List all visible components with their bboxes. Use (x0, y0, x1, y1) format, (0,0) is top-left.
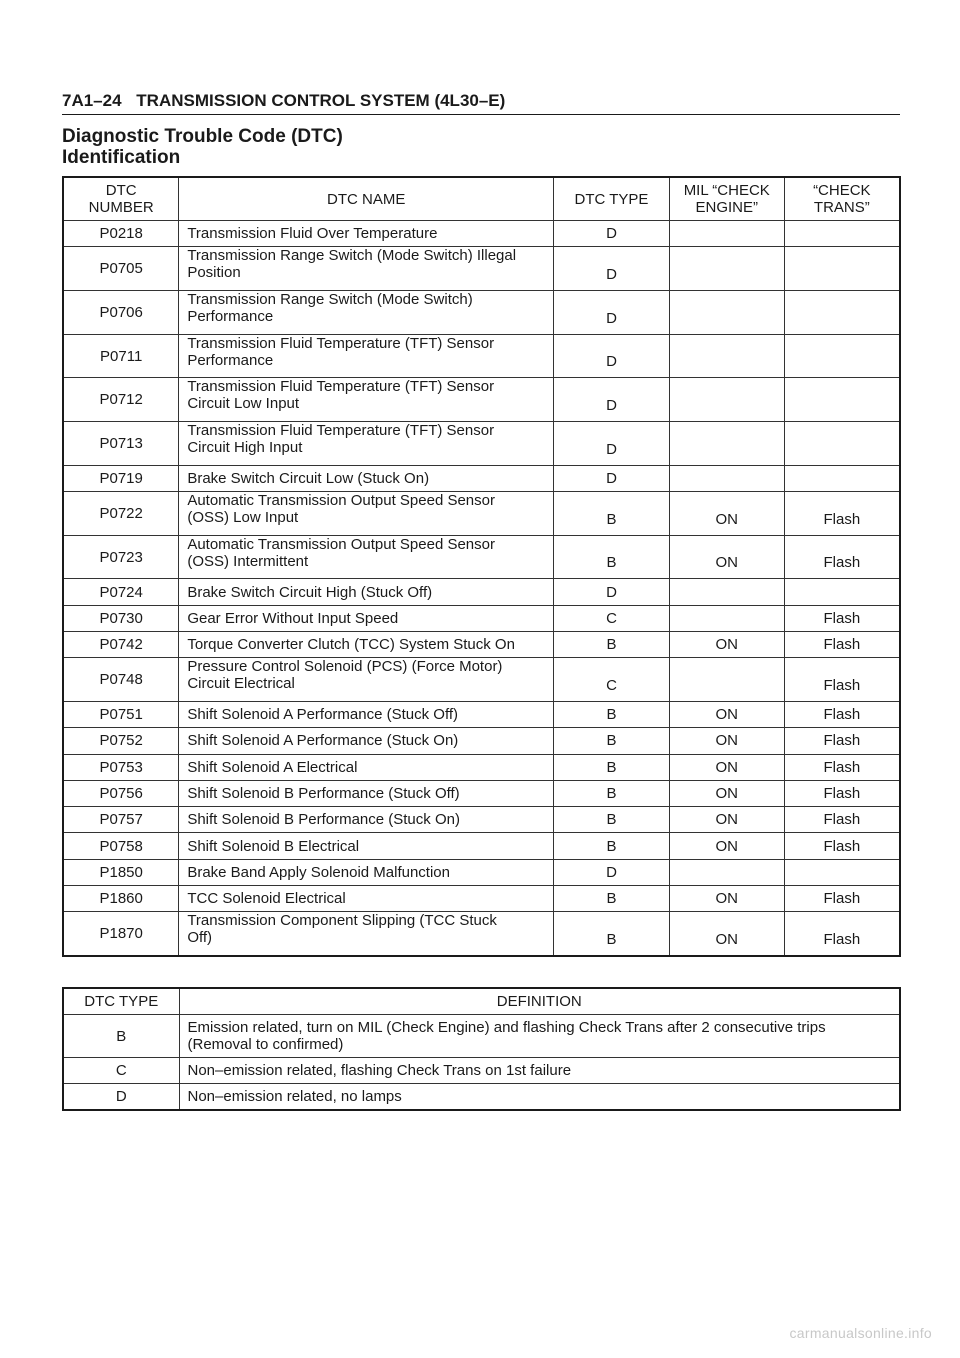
dtc-type-cell: B (554, 728, 670, 754)
check-trans-cell (784, 422, 900, 466)
table-row (63, 1084, 900, 1110)
check-trans-cell: Flash (784, 605, 900, 631)
mil-cell (669, 579, 784, 605)
dtc-number-cell: P0742 (63, 632, 179, 658)
dtc-number-cell: P0712 (63, 378, 179, 422)
check-trans-cell (784, 221, 900, 247)
dtc-name-line: Brake Band Apply Solenoid Malfunction (187, 863, 450, 881)
dtc-name-cell (179, 780, 554, 806)
dtc-name-line: Pressure Control Solenoid (PCS) (Force Motor) (187, 658, 503, 676)
check-trans-cell (784, 247, 900, 291)
table-row (63, 465, 900, 491)
table-row (63, 605, 900, 631)
dtc-name-cell (179, 492, 554, 536)
mil-cell (669, 859, 784, 885)
dtc-name-cell (179, 701, 554, 727)
dtc-number-cell: P0753 (63, 754, 179, 780)
mil-cell: ON (669, 728, 784, 754)
dtc-name-cell (179, 658, 554, 702)
table-row (63, 833, 900, 859)
column-header-dtc-name: DTC NAME (179, 177, 554, 221)
table-row (63, 535, 900, 579)
dtc-type-cell: D (554, 221, 670, 247)
mil-cell: ON (669, 754, 784, 780)
dtc-name-cell (179, 807, 554, 833)
mil-cell (669, 378, 784, 422)
check-trans-cell: Flash (784, 728, 900, 754)
dtc-name-cell (179, 422, 554, 466)
dtc-name-cell (179, 247, 554, 291)
mil-cell: ON (669, 535, 784, 579)
mil-cell (669, 658, 784, 702)
dtc-type-cell: C (554, 605, 670, 631)
table-row (63, 247, 900, 291)
dtc-number-cell: P1870 (63, 912, 179, 956)
section-title: TRANSMISSION CONTROL SYSTEM (4L30–E) (136, 91, 506, 110)
dtc-type-cell: D (554, 247, 670, 291)
mil-cell (669, 422, 784, 466)
mil-cell: ON (669, 780, 784, 806)
dtc-type-cell: D (554, 422, 670, 466)
dtc-name-cell (179, 912, 554, 956)
dtc-number-cell: P0722 (63, 492, 179, 536)
page-title (62, 126, 343, 168)
table-row (63, 221, 900, 247)
dtc-name-cell (179, 221, 554, 247)
check-trans-cell: Flash (784, 535, 900, 579)
dtc-name-line: (OSS) Low Input (187, 509, 299, 527)
mil-cell (669, 221, 784, 247)
table-row (63, 754, 900, 780)
table-row (63, 658, 900, 702)
table-row (63, 912, 900, 956)
page-title-line: Diagnostic Trouble Code (DTC) (62, 126, 343, 147)
dtc-number-cell: P0757 (63, 807, 179, 833)
dtc-number-cell: P0705 (63, 247, 179, 291)
table-row (63, 859, 900, 885)
table-row (63, 807, 900, 833)
check-trans-cell: Flash (784, 780, 900, 806)
table-row (63, 780, 900, 806)
check-trans-cell (784, 859, 900, 885)
dtc-name-line: Performance (187, 307, 274, 325)
table-row (63, 1015, 900, 1058)
mil-cell: ON (669, 886, 784, 912)
definition-type-cell: B (63, 1015, 179, 1058)
mil-cell: ON (669, 912, 784, 956)
dtc-type-cell: B (554, 912, 670, 956)
check-trans-cell (784, 579, 900, 605)
dtc-name-line: Automatic Transmission Output Speed Sensor (187, 535, 495, 553)
column-header-check-trans: “CHECK TRANS” (784, 177, 900, 221)
dtc-name-cell (179, 754, 554, 780)
dtc-type-cell: B (554, 780, 670, 806)
dtc-number-cell: P0706 (63, 290, 179, 334)
dtc-number-cell: P0748 (63, 658, 179, 702)
dtc-name-cell (179, 535, 554, 579)
dtc-name-line: Shift Solenoid B Performance (Stuck Off) (187, 785, 460, 803)
dtc-name-line: Transmission Fluid Over Temperature (187, 225, 438, 243)
dtc-name-cell (179, 290, 554, 334)
dtc-name-line: Transmission Fluid Temperature (TFT) Sensor (187, 334, 495, 352)
check-trans-cell: Flash (784, 701, 900, 727)
table-row (63, 632, 900, 658)
dtc-name-line: Shift Solenoid B Electrical (187, 837, 360, 855)
dtc-name-cell (179, 378, 554, 422)
dtc-name-cell (179, 728, 554, 754)
dtc-type-cell: D (554, 378, 670, 422)
dtc-number-cell: P0730 (63, 605, 179, 631)
definition-line: Emission related, turn on MIL (Check Engine) and flashing Check Trans after 2 consecutive trips (187, 1019, 826, 1036)
dtc-type-cell: B (554, 535, 670, 579)
dtc-number-cell: P0711 (63, 334, 179, 378)
mil-cell: ON (669, 492, 784, 536)
definition-type-cell: D (63, 1084, 179, 1110)
dtc-number-cell: P0719 (63, 465, 179, 491)
dtc-type-cell: D (554, 334, 670, 378)
column-header-definition: DEFINITION (179, 988, 900, 1015)
dtc-number-cell: P0713 (63, 422, 179, 466)
page-title-line: Identification (62, 147, 181, 168)
dtc-name-cell (179, 632, 554, 658)
table-row (63, 1058, 900, 1084)
dtc-name-line: Circuit Low Input (187, 395, 300, 413)
dtc-name-line: Torque Converter Clutch (TCC) System Stuck On (187, 636, 515, 654)
page-header (62, 91, 900, 115)
check-trans-cell: Flash (784, 912, 900, 956)
dtc-name-line: Transmission Range Switch (Mode Switch) (187, 290, 473, 308)
check-trans-cell: Flash (784, 886, 900, 912)
dtc-type-cell: B (554, 833, 670, 859)
dtc-type-cell: D (554, 859, 670, 885)
check-trans-cell (784, 290, 900, 334)
dtc-name-cell (179, 465, 554, 491)
dtc-number-cell: P1850 (63, 859, 179, 885)
dtc-number-cell: P0758 (63, 833, 179, 859)
check-trans-cell: Flash (784, 754, 900, 780)
dtc-name-line: Shift Solenoid B Performance (Stuck On) (187, 811, 460, 829)
mil-cell (669, 334, 784, 378)
table-row (63, 701, 900, 727)
mil-cell: ON (669, 833, 784, 859)
dtc-name-line: Automatic Transmission Output Speed Sensor (187, 492, 495, 510)
dtc-number-cell: P1860 (63, 886, 179, 912)
table-row (63, 886, 900, 912)
dtc-name-line: Transmission Range Switch (Mode Switch) Illegal (187, 247, 517, 265)
mil-cell: ON (669, 807, 784, 833)
section-number: 7A1–24 (62, 91, 122, 110)
dtc-type-cell: B (554, 701, 670, 727)
dtc-name-line: Performance (187, 351, 274, 369)
dtc-type-cell: D (554, 290, 670, 334)
check-trans-cell: Flash (784, 658, 900, 702)
dtc-name-cell (179, 579, 554, 605)
mil-cell (669, 247, 784, 291)
check-trans-cell: Flash (784, 833, 900, 859)
definition-cell (179, 1015, 900, 1058)
dtc-type-cell: C (554, 658, 670, 702)
mil-cell: ON (669, 632, 784, 658)
dtc-number-cell: P0218 (63, 221, 179, 247)
table-row (63, 334, 900, 378)
mil-cell (669, 465, 784, 491)
column-header-dtc-number: DTC NUMBER (63, 177, 179, 221)
dtc-number-cell: P0752 (63, 728, 179, 754)
definition-table (62, 987, 901, 1111)
dtc-table-header-row (63, 177, 900, 221)
table-row (63, 378, 900, 422)
check-trans-cell (784, 378, 900, 422)
dtc-name-cell (179, 605, 554, 631)
dtc-name-cell (179, 859, 554, 885)
column-header-type: DTC TYPE (63, 988, 179, 1015)
dtc-name-cell (179, 833, 554, 859)
dtc-type-cell: B (554, 807, 670, 833)
dtc-type-cell: B (554, 492, 670, 536)
definition-type-cell: C (63, 1058, 179, 1084)
dtc-number-cell: P0724 (63, 579, 179, 605)
check-trans-cell: Flash (784, 632, 900, 658)
table-row (63, 422, 900, 466)
dtc-name-line: Shift Solenoid A Performance (Stuck On) (187, 732, 459, 750)
dtc-table (62, 176, 901, 957)
dtc-number-cell: P0723 (63, 535, 179, 579)
column-header-dtc-type: DTC TYPE (554, 177, 670, 221)
table-row (63, 290, 900, 334)
definition-line: (Removal to confirmed) (187, 1036, 344, 1053)
mil-cell: ON (669, 701, 784, 727)
dtc-name-line: Position (187, 264, 241, 282)
definition-table-header-row (63, 988, 900, 1015)
dtc-number-cell: P0751 (63, 701, 179, 727)
mil-cell (669, 605, 784, 631)
definition-line: Non–emission related, flashing Check Trans on 1st failure (187, 1062, 572, 1080)
table-row (63, 492, 900, 536)
dtc-name-line: Off) (187, 929, 213, 947)
dtc-name-line: Gear Error Without Input Speed (187, 609, 399, 627)
table-row (63, 728, 900, 754)
check-trans-cell (784, 334, 900, 378)
dtc-name-line: Transmission Fluid Temperature (TFT) Sensor (187, 422, 495, 440)
dtc-name-cell (179, 886, 554, 912)
mil-cell (669, 290, 784, 334)
definition-cell (179, 1058, 900, 1084)
definition-cell (179, 1084, 900, 1110)
definition-line: Non–emission related, no lamps (187, 1088, 402, 1106)
dtc-name-line: TCC Solenoid Electrical (187, 890, 346, 908)
dtc-name-line: Shift Solenoid A Electrical (187, 758, 358, 776)
dtc-name-line: Circuit High Input (187, 439, 303, 457)
dtc-name-cell (179, 334, 554, 378)
dtc-type-cell: B (554, 754, 670, 780)
dtc-type-cell: B (554, 886, 670, 912)
dtc-name-line: Brake Switch Circuit High (Stuck Off) (187, 583, 433, 601)
dtc-type-cell: D (554, 465, 670, 491)
column-header-mil: MIL “CHECK ENGINE” (669, 177, 784, 221)
dtc-type-cell: B (554, 632, 670, 658)
watermark: carmanualsonline.info (789, 1325, 932, 1341)
dtc-name-line: Transmission Component Slipping (TCC Stuck (187, 912, 497, 930)
table-row (63, 579, 900, 605)
check-trans-cell: Flash (784, 807, 900, 833)
dtc-name-line: Brake Switch Circuit Low (Stuck On) (187, 469, 430, 487)
check-trans-cell (784, 465, 900, 491)
check-trans-cell: Flash (784, 492, 900, 536)
dtc-name-line: Circuit Electrical (187, 675, 295, 693)
dtc-number-cell: P0756 (63, 780, 179, 806)
dtc-name-line: Transmission Fluid Temperature (TFT) Sensor (187, 378, 495, 396)
dtc-name-line: (OSS) Intermittent (187, 552, 309, 570)
dtc-name-line: Shift Solenoid A Performance (Stuck Off) (187, 706, 459, 724)
dtc-type-cell: D (554, 579, 670, 605)
